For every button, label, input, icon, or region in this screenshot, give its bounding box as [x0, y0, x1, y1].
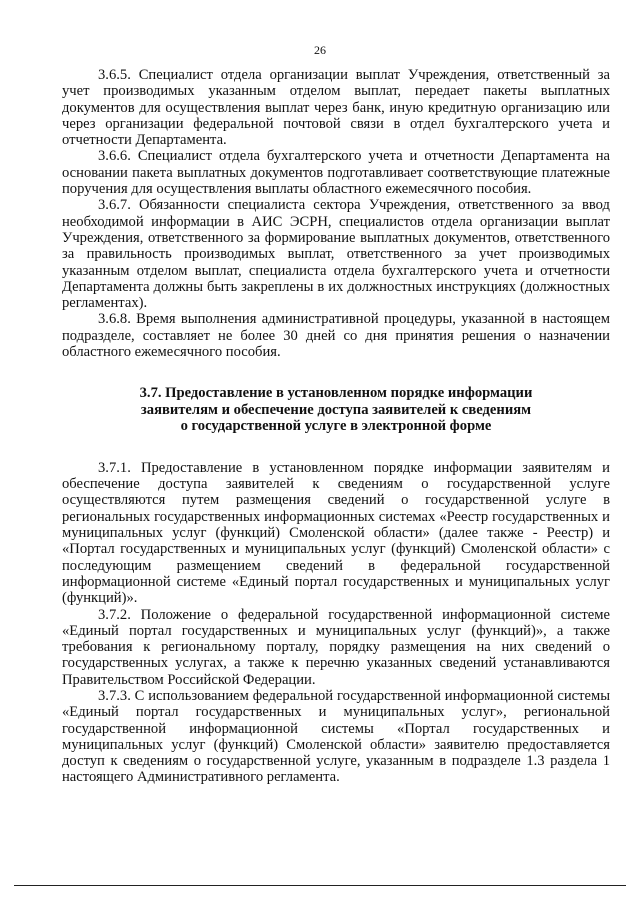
paragraph-3-6-6: 3.6.6. Специалист отдела бухгалтерского учета и отчетности Департамента на основании пакета выплатных документов подготавливает соответствующие платежные поручения для осуществления выплаты областного ежемесячного пособия. [62, 148, 610, 198]
bottom-divider [14, 885, 626, 886]
section-heading-line-1: 3.7. Предоставление в установленном порядке информации [139, 385, 533, 402]
document-body [62, 67, 610, 786]
paragraph-3-6-5: 3.6.5. Специалист отдела организации выплат Учреждения, ответственный за учет производимых указанным отделом выплат, передает пакеты выплатных документов для осуществления выплат через банк, иную кредитную организацию или через организации федеральной почтовой связи в отдел бухгалтерского учета и отчетности Департамента. [62, 67, 610, 149]
paragraph-3-6-8: 3.6.8. Время выполнения административной процедуры, указанной в настоящем подразделе, составляет не более 30 дней со дня принятия решения о назначении областного ежемесячного пособия. [62, 311, 610, 361]
paragraph-3-7-2: 3.7.2. Положение о федеральной государственной информационной системе «Единый портал государственных и муниципальных услуг (функций)», а также требования к региональному порталу, порядку размещения на них сведений о государственных услугах, а также к перечню указанных сведений устанавливаются Правительством Российской Федерации. [62, 606, 610, 688]
page-number: 26 [314, 43, 326, 57]
paragraph-3-7-3: 3.7.3. С использованием федеральной государственной информационной системы «Единый портал государственных и муниципальных услуг», региональной государственной информационной системы «Портал государственных и муниципальных услуг (функций) Смоленской области» заявителю предоставляется доступ к сведениям о государственной услуге, указанным в подразделе 1.3 раздела 1 настоящего Административного регламента. [62, 688, 610, 786]
section-heading-line-2: заявителям и обеспечение доступа заявителей к сведениям [140, 401, 532, 418]
paragraph-3-7-1: 3.7.1. Предоставление в установленном порядке информации заявителям и обеспечение доступа заявителей к сведениям о государственной услуге осуществляются путем размещения сведений о государственной услуге в региональных государственных информационных системах «Реестр государственных и муниципальных услуг (функций) Смоленской области» (далее также - Реестр) и «Портал государственных и муниципальных услуг (функций) Смоленской области» с последующим размещением сведений в федеральной государственной информационной системе «Единый портал государственных и муниципальных услуг (функций)». [62, 459, 610, 607]
section-heading-3-7 [62, 385, 610, 435]
paragraph-3-6-7: 3.6.7. Обязанности специалиста сектора Учреждения, ответственного за ввод необходимой информации в АИС ЭСРН, специалистов отдела организации выплат Учреждения, ответственного за формирование выплатных документов, ответственного за правильность производимых выплат, ответственного за учет производимых указанным отделом выплат, специалиста отдела бухгалтерского учета и отчетности Департамента должны быть закреплены в их должностных инструкциях (должностных регламентах). [62, 197, 610, 312]
section-heading-line-3: о государственной услуге в электронной форме [180, 418, 492, 435]
